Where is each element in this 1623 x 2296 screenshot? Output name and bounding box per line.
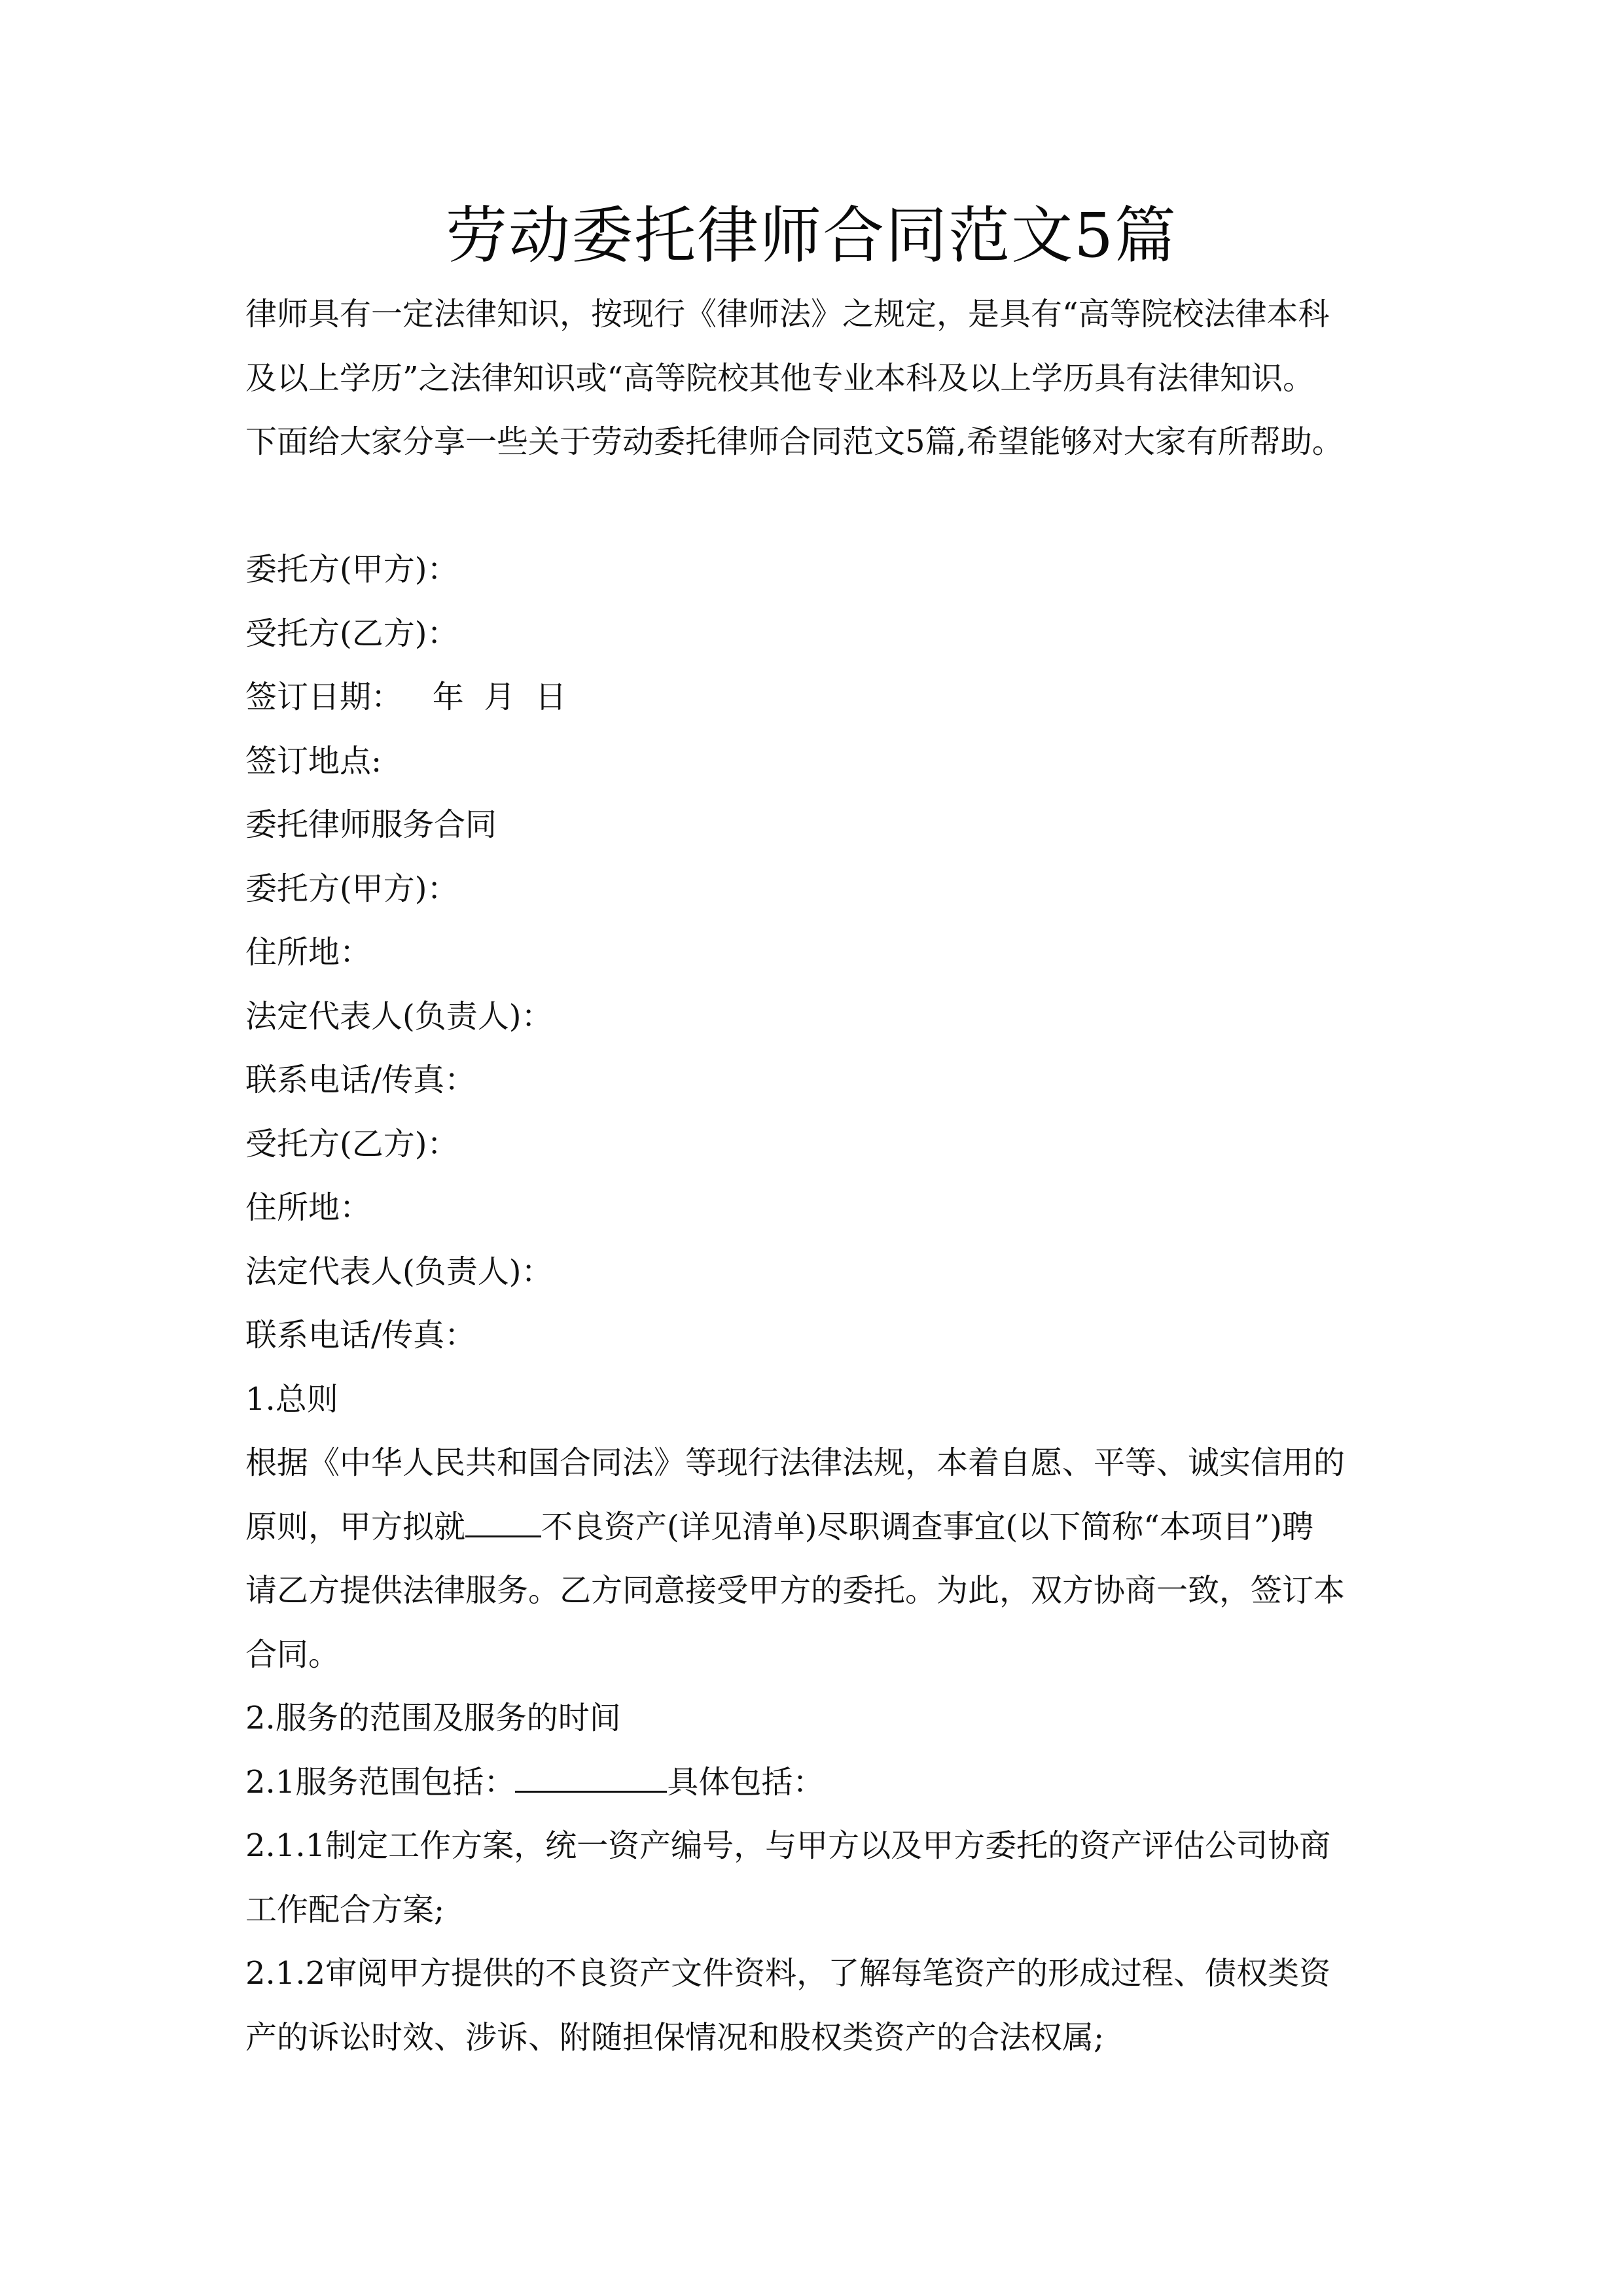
- section-text-line: 根据《中华人民共和国合同法》等现行法律法规，本着自愿、平等、诚实信用的: [245, 1444, 1346, 1481]
- document-body: [245, 283, 1384, 2070]
- field-phone-fax: 联系电话/传真：: [245, 1317, 476, 1354]
- field-legal-representative: 法定代表人(负责人)：: [245, 997, 553, 1035]
- field-sign-place: 签订地点:: [245, 742, 382, 780]
- section-heading-scope: 2.服务的范围及服务的时间: [245, 1700, 621, 1736]
- section-text-line: [245, 1751, 1384, 1815]
- field-trustee-party-b: 受托方(乙方)：: [245, 1125, 459, 1162]
- field-client-party-a: 委托方(甲方)：: [245, 551, 459, 588]
- section-text-line: 合同。: [245, 1636, 340, 1673]
- intro-line: 下面给大家分享一些关于劳动委托律师合同范文5篇,希望能够对大家有所帮助。: [245, 423, 1344, 460]
- field-client-party-a: 委托方(甲方)：: [245, 870, 459, 907]
- field-sign-date: 签订日期： 年 月 日: [245, 679, 567, 715]
- contract-subtitle: 委托律师服务合同: [245, 806, 497, 843]
- field-address: 住所地：: [245, 934, 372, 971]
- text-segment: 原则，甲方拟就: [245, 1508, 466, 1545]
- text-segment: 不良资产(详见清单)尽职调查事宜(以下简称“本项目”)聘: [541, 1508, 1314, 1545]
- blank-underline: [515, 1765, 667, 1793]
- field-trustee-party-b: 受托方(乙方)：: [245, 615, 459, 652]
- field-phone-fax: 联系电话/传真：: [245, 1062, 476, 1098]
- section-text-line: 产的诉讼时效、涉诉、附随担保情况和股权类资产的合法权属;: [245, 2018, 1105, 2056]
- paragraph-gap: [245, 475, 1384, 539]
- section-heading-general: 1.总则: [245, 1380, 338, 1418]
- field-address: 住所地：: [245, 1189, 372, 1226]
- text-segment: 2.1服务范围包括：: [245, 1763, 516, 1801]
- section-text-line: 工作配合方案;: [245, 1891, 445, 1928]
- document-title: 劳动委托律师合同范文5篇: [446, 200, 1177, 272]
- section-text-line: [245, 1496, 1384, 1560]
- intro-line: 及以上学历”之法律知识或“高等院校其他专业本科及以上学历具有法律知识。: [245, 359, 1315, 397]
- section-text-line: 请乙方提供法律服务。乙方同意接受甲方的委托。为此，双方协商一致，签订本: [245, 1572, 1346, 1609]
- blank-underline: [465, 1509, 541, 1537]
- field-legal-representative: 法定代表人(负责人)：: [245, 1253, 553, 1290]
- intro-line: 律师具有一定法律知识，按现行《律师法》之规定，是具有“高等院校法律本科: [245, 296, 1330, 332]
- section-text-line: 2.1.1制定工作方案，统一资产编号，与甲方以及甲方委托的资产评估公司协商: [245, 1827, 1331, 1864]
- text-segment: 具体包括：: [667, 1763, 825, 1801]
- section-text-line: 2.1.2审阅甲方提供的不良资产文件资料，了解每笔资产的形成过程、债权类资: [245, 1955, 1331, 1992]
